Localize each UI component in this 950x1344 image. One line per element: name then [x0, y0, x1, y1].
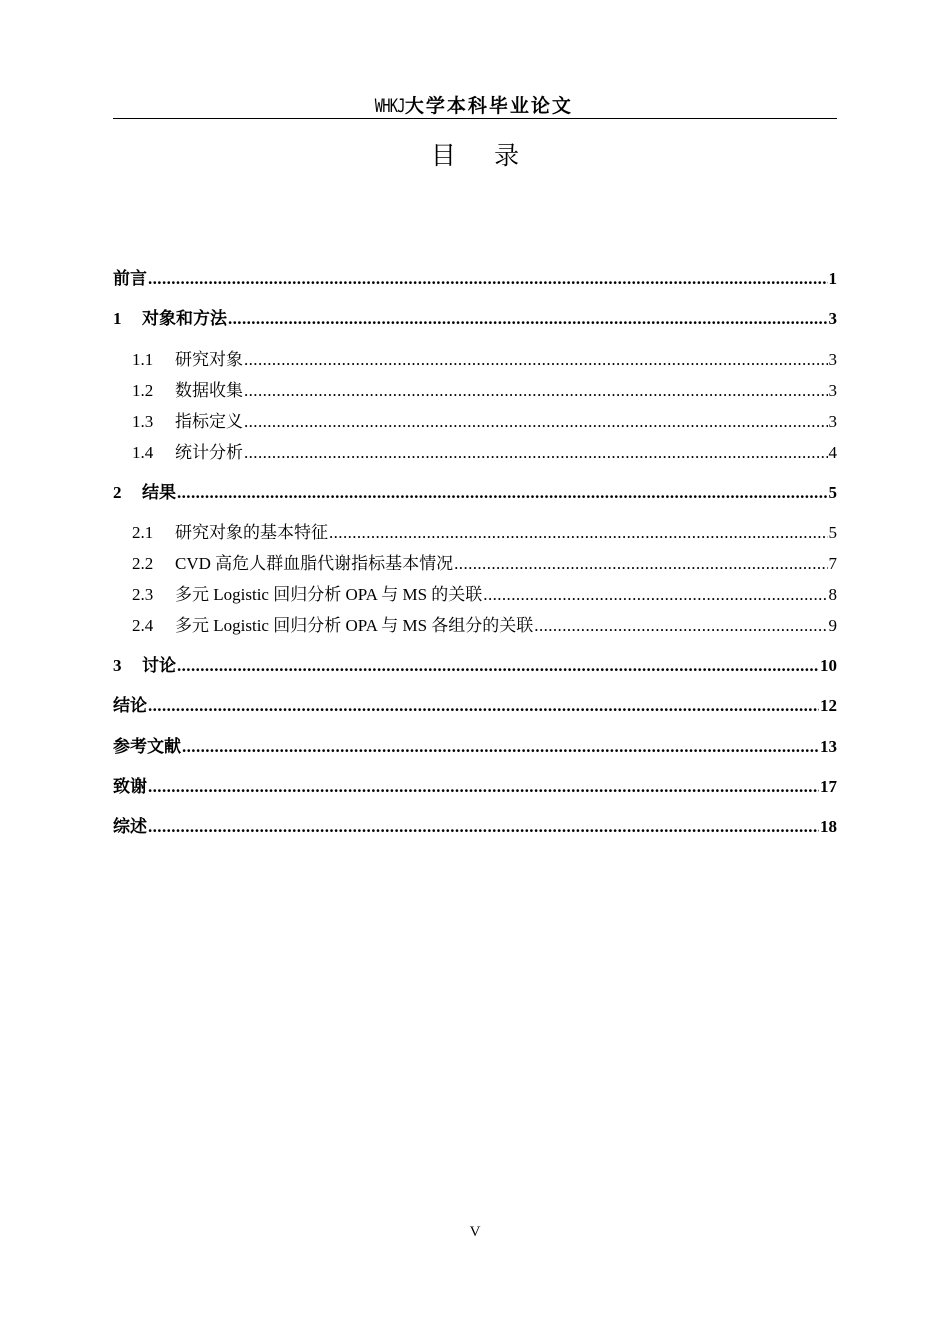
toc-entry-label: 讨论: [142, 656, 176, 675]
toc-entry[interactable]: [113, 736, 837, 758]
toc-entry-number: 2.3: [132, 585, 154, 604]
toc-entry-label: 参考文献: [113, 737, 181, 756]
toc-entry-page: 1: [828, 269, 837, 288]
toc-entry-number: 1: [113, 309, 122, 328]
toc-dot-leader: [244, 380, 828, 402]
toc-dot-leader: [148, 776, 819, 798]
toc-entry-page: 9: [828, 616, 837, 635]
toc-entry-page: 3: [828, 350, 837, 369]
toc-entry-page: 7: [828, 554, 837, 573]
toc-entry[interactable]: [132, 522, 837, 544]
toc-entry[interactable]: [132, 442, 837, 464]
toc-entry-page: 5: [828, 483, 837, 502]
toc-dot-leader: [182, 736, 819, 758]
toc-dot-leader: [244, 442, 828, 464]
toc-entry-label: 指标定义: [175, 412, 243, 431]
toc-entry[interactable]: [113, 268, 837, 290]
toc-entry-label: 多元 Logistic 回归分析 OPA 与 MS 的关联: [175, 585, 483, 604]
toc-entry-page: 3: [828, 309, 837, 328]
toc-entry-number: 1.2: [132, 381, 154, 400]
toc-dot-leader: [244, 411, 828, 433]
toc-entry-label: 结果: [142, 483, 176, 502]
toc-entry-label: 综述: [113, 817, 147, 836]
toc-dot-leader: [177, 655, 819, 677]
toc-entry-label: 致谢: [113, 777, 147, 796]
toc-entry-page: 4: [828, 443, 837, 462]
toc-entry-label: CVD 高危人群血脂代谢指标基本情况: [175, 554, 454, 573]
page-number: V: [469, 1224, 481, 1240]
toc-entry-label: 研究对象: [175, 350, 243, 369]
toc-entry-label: 研究对象的基本特征: [175, 523, 328, 542]
toc-dot-leader: [148, 268, 828, 290]
toc-dot-leader: [483, 584, 827, 606]
toc-entry-number: 1.4: [132, 443, 154, 462]
toc-entry-page: 10: [820, 656, 837, 675]
toc-entry-label: 数据收集: [175, 381, 243, 400]
toc-entry-number: 2.2: [132, 554, 154, 573]
header-title: 大学本科毕业论文: [404, 96, 573, 117]
toc-entry-label: 前言: [113, 269, 147, 288]
toc-entry-number: 2.1: [132, 523, 154, 542]
toc-dot-leader: [177, 482, 828, 504]
toc-entry[interactable]: [132, 615, 837, 637]
toc-entry-label: 统计分析: [175, 443, 243, 462]
toc-dot-leader: [228, 308, 828, 330]
toc-entry[interactable]: [132, 380, 837, 402]
toc-entry-number: 1.1: [132, 350, 154, 369]
toc-entry[interactable]: [113, 816, 837, 838]
toc-entry[interactable]: [132, 411, 837, 433]
toc-entry-label: 对象和方法: [142, 309, 227, 328]
toc-entry-number: 2.4: [132, 616, 154, 635]
toc-entry-page: 18: [820, 817, 837, 836]
toc-entry-page: 3: [828, 381, 837, 400]
toc-entry-page: 5: [828, 523, 837, 542]
toc-entry-page: 13: [820, 737, 837, 756]
toc-title: 目 录: [430, 143, 536, 170]
toc-dot-leader: [244, 349, 828, 371]
toc-entry[interactable]: [113, 482, 837, 504]
toc-dot-leader: [148, 816, 819, 838]
toc-entry-label: 多元 Logistic 回归分析 OPA 与 MS 各组分的关联: [175, 616, 534, 635]
toc-entry-number: 2: [113, 483, 122, 502]
header-abbreviation: WHKJ: [374, 95, 405, 117]
page-header: [113, 94, 837, 119]
toc-entry[interactable]: [132, 584, 837, 606]
toc-entry[interactable]: [113, 308, 837, 330]
toc-dot-leader: [329, 522, 828, 544]
toc-entry[interactable]: [132, 349, 837, 371]
toc-entry-number: 3: [113, 656, 122, 675]
toc-dot-leader: [534, 615, 827, 637]
toc-entry[interactable]: [132, 553, 837, 575]
toc-entry-page: 17: [820, 777, 837, 796]
toc-entry[interactable]: [113, 655, 837, 677]
toc-entry-number: 1.3: [132, 412, 154, 431]
toc-entry-label: 结论: [113, 696, 147, 715]
toc-entry-page: 3: [828, 412, 837, 431]
toc-entry-page: 8: [828, 585, 837, 604]
toc-entry[interactable]: [113, 695, 837, 717]
toc-dot-leader: [454, 553, 827, 575]
toc-entry[interactable]: [113, 776, 837, 798]
toc-dot-leader: [148, 695, 819, 717]
toc-entry-page: 12: [820, 696, 837, 715]
